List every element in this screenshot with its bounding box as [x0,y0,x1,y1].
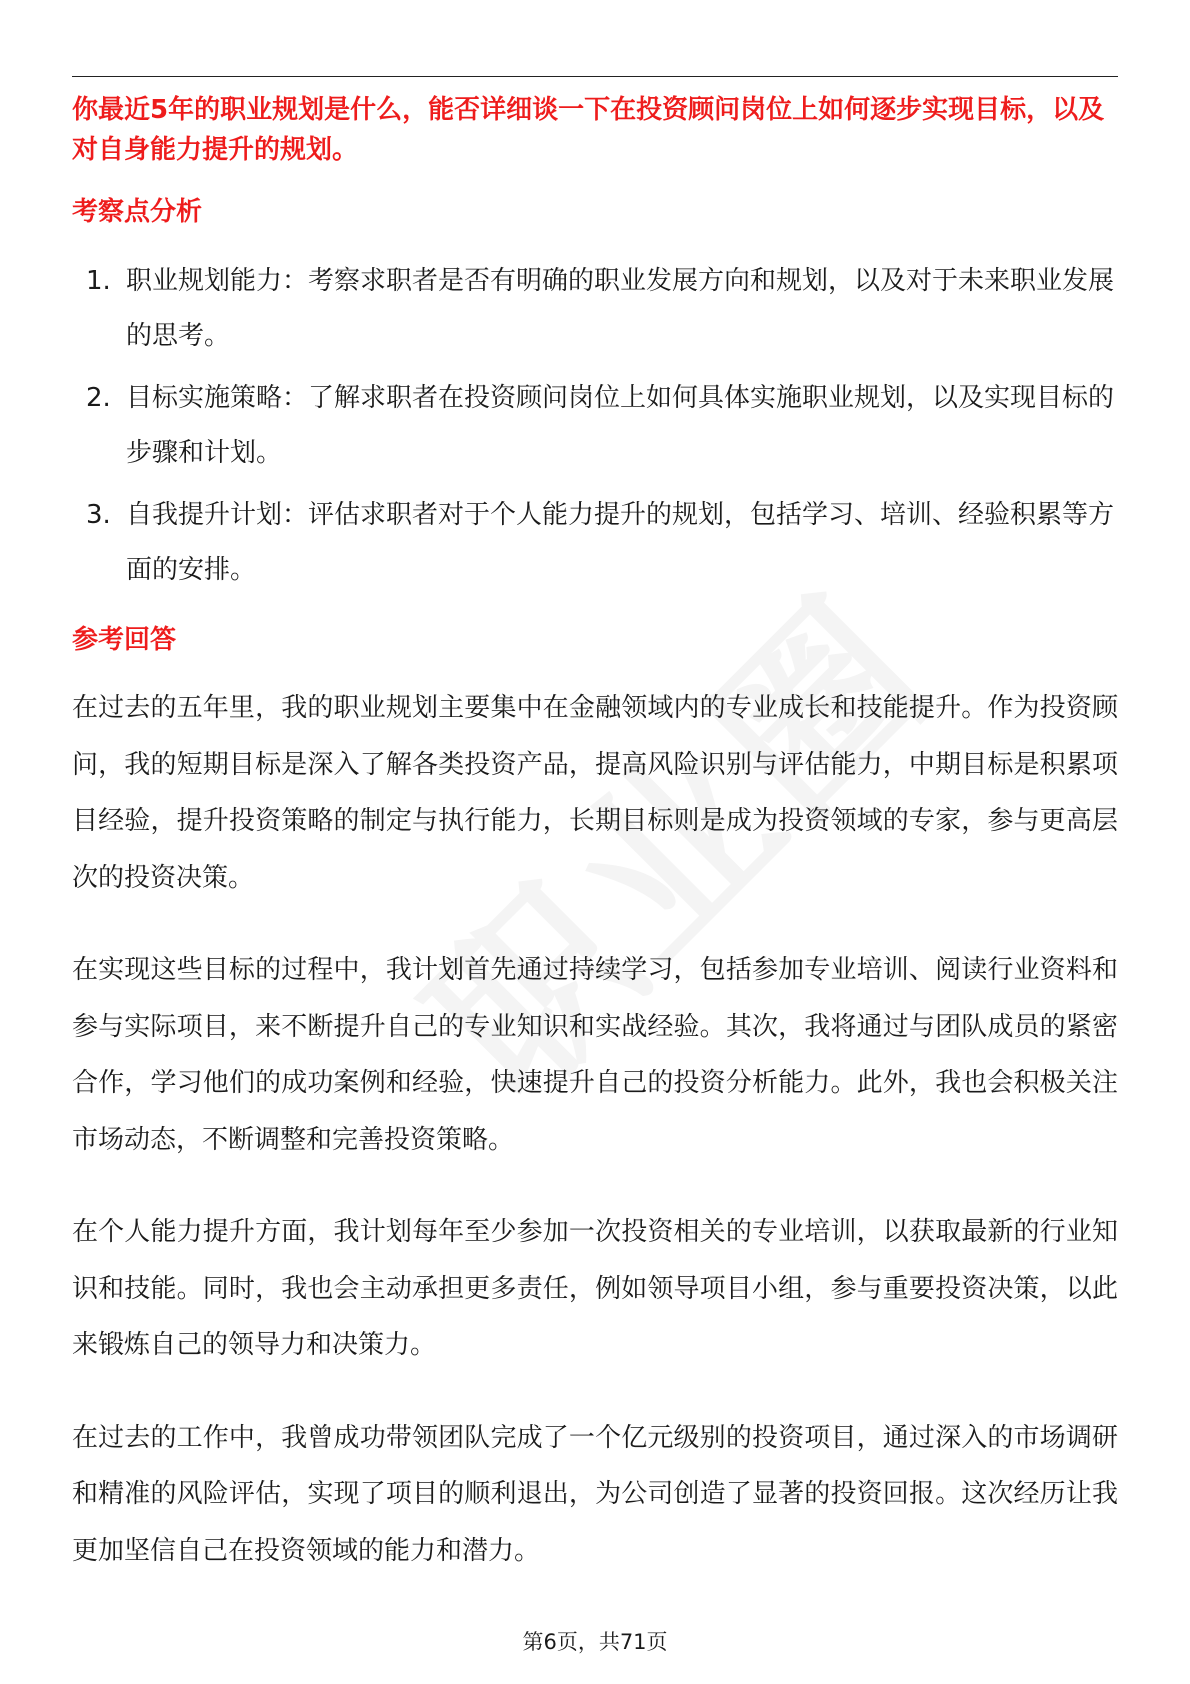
header-rule [72,76,1118,77]
point-number: 3. [86,500,111,530]
point-text: 目标实施策略：了解求职者在投资顾问岗位上如何具体实施职业规划，以及实现目标的步骤和计划。 [126,383,1115,468]
analysis-point [72,371,1118,481]
point-text: 自我提升计划：评估求职者对于个人能力提升的规划，包括学习、培训、经验积累等方面的安排。 [126,500,1115,585]
answer-heading: 参考回答 [72,625,177,655]
page-number-footer: 第6页，共71页 [522,1630,668,1654]
answer-paragraph: 在过去的工作中，我曾成功带领团队完成了一个亿元级别的投资项目，通过深入的市场调研和精准的风险评估，实现了项目的顺利退出，为公司创造了显著的投资回报。这次经历让我更加坚信自己在投资领域的能力和潜力。 [72,1422,1118,1566]
question-heading: 你最近5年的职业规划是什么，能否详细谈一下在投资顾问岗位上如何逐步实现目标，以及对自身能力提升的规划。 [72,95,1105,165]
analysis-point [72,254,1118,364]
page-content [72,90,1118,1579]
point-text: 职业规划能力：考察求职者是否有明确的职业发展方向和规划，以及对于未来职业发展的思考。 [126,266,1115,351]
point-number: 2. [86,383,111,413]
point-number: 1. [86,266,111,296]
answer-paragraph: 在实现这些目标的过程中，我计划首先通过持续学习，包括参加专业培训、阅读行业资料和参与实际项目，来不断提升自己的专业知识和实战经验。其次，我将通过与团队成员的紧密合作，学习他们的成功案例和经验，快速提升自己的投资分析能力。此外，我也会积极关注市场动态，不断调整和完善投资策略。 [72,955,1118,1155]
answer-paragraph: 在个人能力提升方面，我计划每年至少参加一次投资相关的专业培训，以获取最新的行业知识和技能。同时，我也会主动承担更多责任，例如领导项目小组，参与重要投资决策，以此来锻炼自己的领导力和决策力。 [72,1217,1118,1360]
answer-paragraph: 在过去的五年里，我的职业规划主要集中在金融领域内的专业成长和技能提升。作为投资顾问，我的短期目标是深入了解各类投资产品，提高风险识别与评估能力，中期目标是积累项目经验，提升投资策略的制定与执行能力，长期目标则是成为投资领域的专家，参与更高层次的投资决策。 [72,693,1118,893]
analysis-points [72,254,1118,598]
analysis-point [72,488,1118,598]
analysis-heading: 考察点分析 [72,197,203,227]
